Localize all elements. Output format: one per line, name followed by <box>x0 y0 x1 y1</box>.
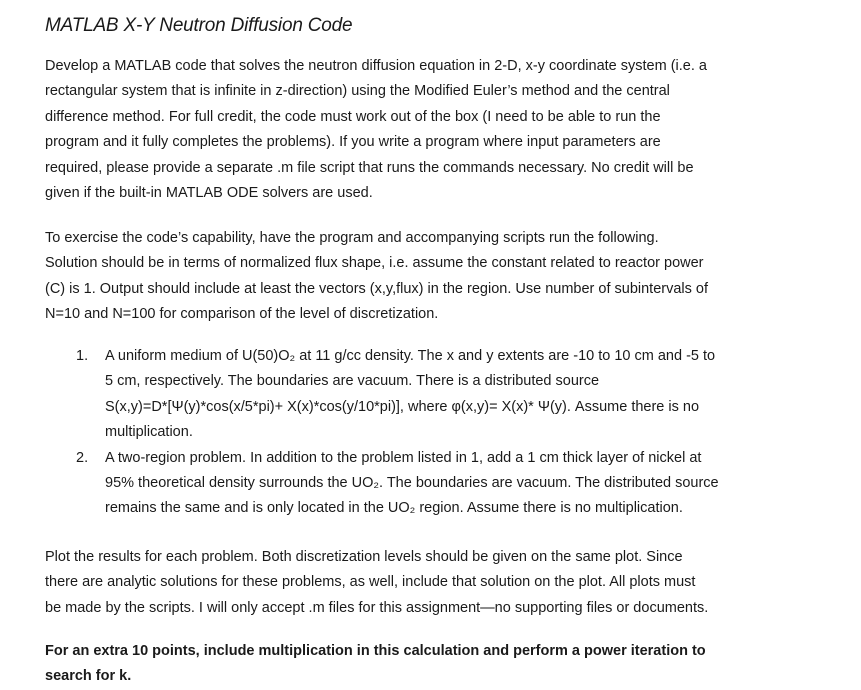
extra-credit-line: For an extra 10 points, include multiplication in this calculation and perform a power iteration to <box>45 643 706 659</box>
problem-line: S(x,y)=D*[Ψ(y)*cos(x/5*pi)+ Χ(x)*cos(y/10*pi)], where φ(x,y)= Χ(x)* Ψ(y). Assume there is no <box>105 398 700 415</box>
problem-line: 95% theoretical density surrounds the UO₂. The boundaries are vacuum. The distributed source <box>105 475 719 492</box>
problem-line: A uniform medium of U(50)O₂ at 11 g/cc density. The x and y extents are -10 to 10 cm and -5 to <box>105 348 716 364</box>
plot-paragraph <box>45 545 820 621</box>
exercise-paragraph <box>45 226 820 328</box>
extra-credit-paragraph <box>45 639 820 690</box>
problem-item-2 <box>45 446 825 522</box>
problem-item-1 <box>45 344 825 446</box>
problem-line: multiplication. <box>105 424 193 441</box>
problem-line: A two-region problem. In addition to the problem listed in 1, add a 1 cm thick layer of nickel at <box>105 449 702 466</box>
document-title: MATLAB X-Y Neutron Diffusion Code <box>45 15 353 36</box>
intro-line: given if the built-in MATLAB ODE solvers are used. <box>45 185 373 202</box>
exercise-line: Solution should be in terms of normalized flux shape, i.e. assume the constant related to reactor power <box>45 255 704 272</box>
problem-line: remains the same and is only located in the UO₂ region. Assume there is no multiplication. <box>105 500 683 517</box>
problem-list <box>45 344 825 522</box>
intro-line: program and it fully completes the problems). If you write a program where input parameters are <box>45 134 661 151</box>
intro-line: Develop a MATLAB code that solves the neutron diffusion equation in 2-D, x-y coordinate system (i.e. a <box>45 58 707 74</box>
exercise-line: (C) is 1. Output should include at least the vectors (x,y,flux) in the region. Use number of subintervals of <box>45 280 709 297</box>
exercise-line: N=10 and N=100 for comparison of the level of discretization. <box>45 306 439 323</box>
extra-credit-line: search for k. <box>45 668 132 685</box>
intro-paragraph <box>45 54 820 206</box>
plot-line: Plot the results for each problem. Both discretization levels should be given on the same plot. Since <box>45 549 683 565</box>
exercise-line: To exercise the code’s capability, have the program and accompanying scripts run the following. <box>45 230 659 246</box>
intro-line: rectangular system that is infinite in z-direction) using the Modified Euler’s method and the central <box>45 83 670 100</box>
problem-number: 2. <box>76 449 89 466</box>
problem-number: 1. <box>76 348 89 364</box>
intro-line: difference method. For full credit, the code must work out of the box (I need to be able to run the <box>45 108 661 125</box>
intro-line: required, please provide a separate .m file script that runs the commands necessary. No credit will be <box>45 159 694 176</box>
plot-line: be made by the scripts. I will only accept .m files for this assignment—no supporting files or documents. <box>45 599 709 616</box>
plot-line: there are analytic solutions for these problems, as well, include that solution on the plot. All plots must <box>45 574 696 591</box>
problem-line: 5 cm, respectively. The boundaries are vacuum. There is a distributed source <box>105 373 600 390</box>
